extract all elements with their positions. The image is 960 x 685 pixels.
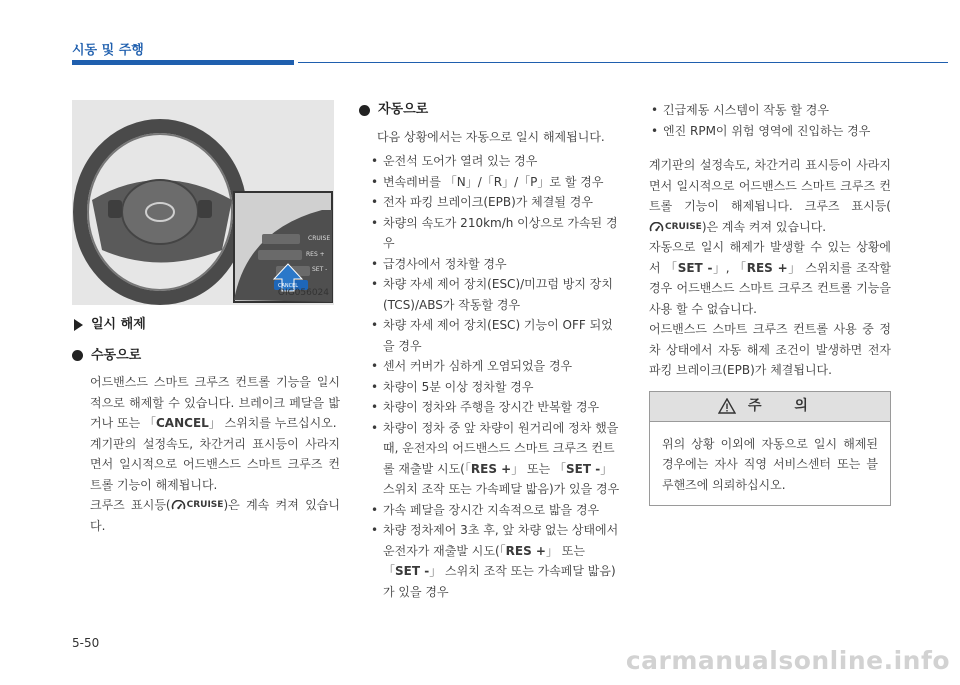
right-paragraph-3: 어드밴스드 스마트 크루즈 컨트롤 사용 중 정차 상태에서 자동 해제 조건이 발생하면 전자 파킹 브레이크(EPB)가 체결됩니다. [649,322,891,378]
list-item: • 전자 파킹 브레이크(EPB)가 체결될 경우 [369,192,621,213]
list-item: • 운전석 도어가 열려 있는 경우 [369,151,621,172]
header-rule-thin [298,62,948,63]
middle-column [359,100,621,602]
list-item: • 차량이 5분 이상 정차할 경우 [369,377,621,398]
page-number: 5-50 [72,636,100,650]
label-res: RES + [306,251,325,258]
label-cancel: CANCEL [278,283,299,289]
right-column [641,100,891,506]
list-item: • 가속 페달을 장시간 지속적으로 밟을 경우 [369,500,621,521]
section-title-temporary-release: 일시 해제 [72,315,340,336]
subsection-title-manual: 수동으로 [72,346,340,367]
label-set: SET - [312,266,328,273]
figure-code: OIG056024 [277,287,329,298]
caution-title: 주 의 [748,398,822,414]
list-item: • 차량 자세 제어 장치(ESC)/미끄럼 방지 장치(TCS)/ABS가 작동할 경우 [369,274,621,315]
list-item: • 엔진 RPM이 위험 영역에 진입하는 경우 [649,121,891,142]
list-item: • 차량이 정차 중 앞 차량이 원거리에 정차 했을 때, 운전자의 어드밴스드 스마트 크루즈 컨트롤 재출발 시도(「RES +」 또는 「SET -」 스위치 조작 또는 가속페달 밟음)가 있을 경우 [369,418,621,500]
steering-wheel-illustration [72,100,334,305]
header-rule-thick [72,60,294,65]
steering-wheel-figure [72,100,334,305]
label-cruise: CRUISE [308,235,331,242]
list-item: • 급경사에서 정차할 경우 [369,254,621,275]
caution-header [650,392,890,422]
cruise-indicator-icon: CRUISE [649,217,702,238]
warning-triangle-icon [718,398,736,414]
automatic-release-list-continued [641,100,891,141]
cruise-indicator-icon: CRUISE [171,495,224,516]
list-item: • 차량의 속도가 210km/h 이상으로 가속된 경우 [369,213,621,254]
caution-body: 위의 상황 이외에 자동으로 일시 해제된 경우에는 자사 직영 서비스센터 또는 블루핸즈에 의뢰하십시오. [662,436,878,492]
watermark: carmanualsonline.info [625,646,950,675]
list-item: • 차량 자세 제어 장치(ESC) 기능이 OFF 되었을 경우 [369,315,621,356]
manual-release-paragraph-1: 어드밴스드 스마트 크루즈 컨트롤 기능을 일시적으로 해제할 수 있습니다. 브레이크 페달을 밟거나 또는 「CANCEL」 스위치를 누르십시오. [90,375,340,430]
triangle-bullet-icon [74,319,83,331]
automatic-release-list [359,151,621,602]
circle-bullet-icon [359,105,370,116]
list-item: • 센서 커버가 심하게 오염되었을 경우 [369,356,621,377]
section-header-title: 시동 및 주행 [72,43,144,58]
right-paragraph-2: 자동으로 일시 해제가 발생할 수 있는 상황에서 「SET -」, 「RES +」 스위치를 조작할 경우 어드밴스드 스마트 크루즈 컨트롤 기능을 사용 할 수 없습니다. [649,240,891,316]
manual-release-paragraph-2: 계기판의 설정속도, 차간거리 표시등이 사라지면서 일시적으로 어드밴스드 스마트 크루즈 컨트롤 기능이 해제됩니다. [90,436,340,492]
automatic-intro: 다음 상황에서는 자동으로 일시 해제됩니다. [377,129,605,144]
list-item: • 차량 정차제어 3초 후, 앞 차량 없는 상태에서 운전자가 재출발 시도(「RES +」 또는 「SET -」 스위치 조작 또는 가속페달 밟음)가 있을 경우 [369,520,621,602]
subsection-title-automatic: 자동으로 [359,100,621,121]
list-item: • 차량이 정차와 주행을 장시간 반복할 경우 [369,397,621,418]
list-item: • 긴급제동 시스템이 작동 할 경우 [649,100,891,121]
manual-release-paragraph-3: 크루즈 표시등( CRUISE )은 계속 켜져 있습니다. [72,495,340,536]
list-item: • 변속레버를 「N」/「R」/「P」로 할 경우 [369,172,621,193]
caution-box [649,391,891,507]
right-paragraph-1: 계기판의 설정속도, 차간거리 표시등이 사라지면서 일시적으로 어드밴스드 스마트 크루즈 컨트롤 기능이 해제됩니다. 크루즈 표시등( CRUISE )은 계속 켜져 있습니다. [641,155,891,237]
circle-bullet-icon [72,350,83,361]
left-column [72,100,340,536]
